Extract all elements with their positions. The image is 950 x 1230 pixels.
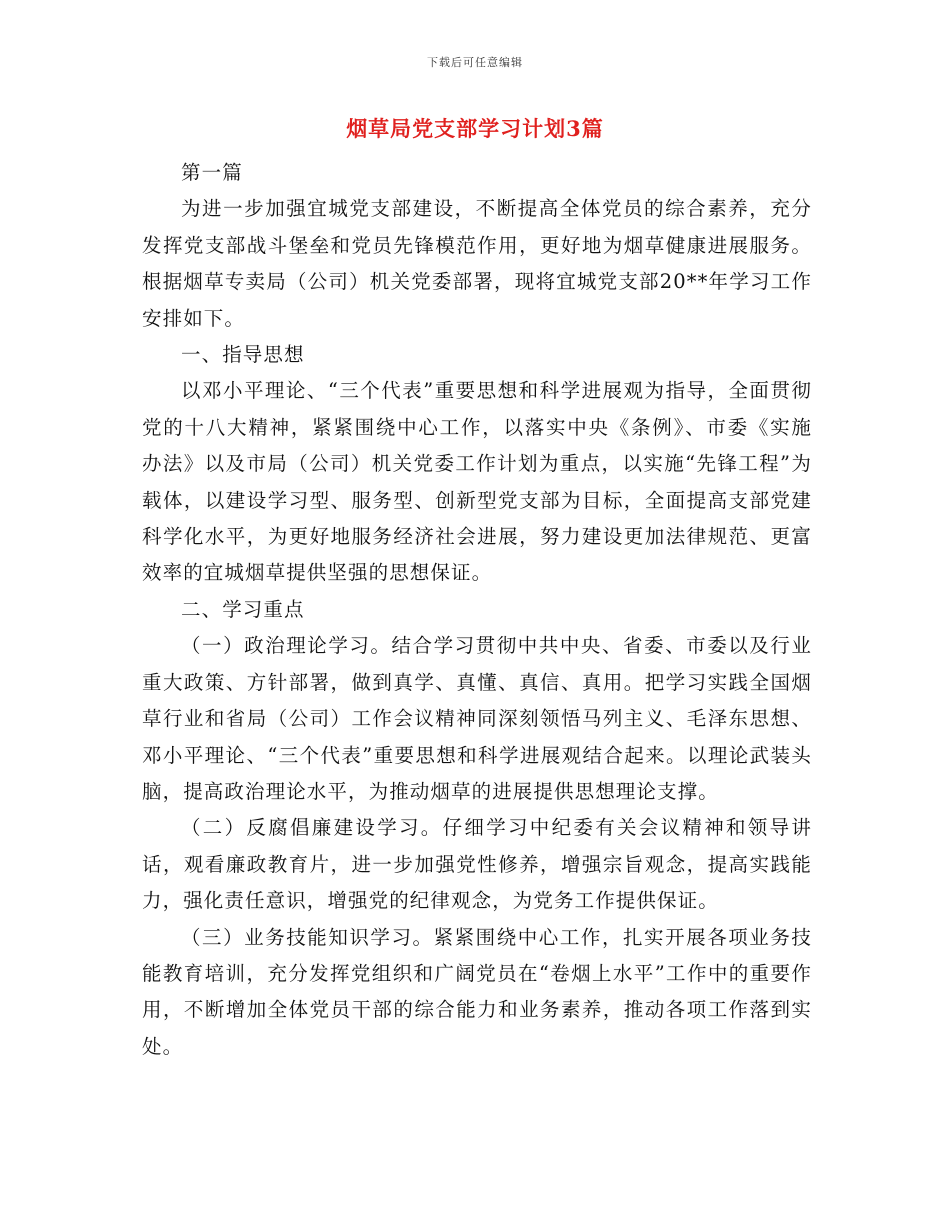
paragraph-guiding-thought: 以邓小平理论、“三个代表”重要思想和科学进展观为指导，全面贯彻党的十八大精神，紧紧围绕中心工作，以落实中央《条例》、市委《实施办法》以及市局（公司）机关党委工作计划为重点，以实施“先锋工程”为载体，以建设学习型、服务型、创新型党支部为目标，全面提高支部党建科学化水平，为更好地服务经济社会进展，努力建设更加法律规范、更富效率的宜城烟草提供坚强的思想保证。 [142, 379, 812, 585]
paragraph-business-skills: （三）业务技能知识学习。紧紧围绕中心工作，扎实开展各项业务技能教育培训，充分发挥党组织和广阔党员在“卷烟上水平”工作中的重要作用，不断增加全体党员干部的综合能力和业务素养，推动各项工作落到实处。 [142, 925, 812, 1058]
document-body [142, 155, 812, 1065]
paragraph-anti-corruption: （二）反腐倡廉建设学习。仔细学习中纪委有关会议精神和领导讲话，观看廉政教育片，进一步加强党性修养，增强宗旨观念，提高实践能力，强化责任意识，增强党的纪律观念，为党务工作提供保证。 [142, 816, 812, 913]
heading-guiding-thought: 一、指导思想 [181, 343, 305, 367]
page-header-note: 下载后可任意编辑 [427, 56, 523, 69]
intro-paragraph: 为进一步加强宜城党支部建设，不断提高全体党员的综合素养，充分发挥党支部战斗堡垒和党员先锋模范作用，更好地为烟草健康进展服务。根据烟草专卖局（公司）机关党委部署，现将宜城党支部20**年学习工作安排如下。 [142, 197, 812, 330]
paragraph-political-theory: （一）政治理论学习。结合学习贯彻中共中央、省委、市委以及行业重大政策、方针部署，做到真学、真懂、真信、真用。把学习实践全国烟草行业和省局（公司）工作会议精神同深刻领悟马列主义、毛泽东思想、邓小平理论、“三个代表”重要思想和科学进展观结合起来。以理论武装头脑，提高政治理论水平，为推动烟草的进展提供思想理论支撑。 [142, 634, 812, 803]
section-label-part-one: 第一篇 [181, 161, 243, 184]
heading-study-focus: 二、学习重点 [181, 597, 305, 621]
document-title: 烟草局党支部学习计划3篇 [346, 116, 604, 141]
